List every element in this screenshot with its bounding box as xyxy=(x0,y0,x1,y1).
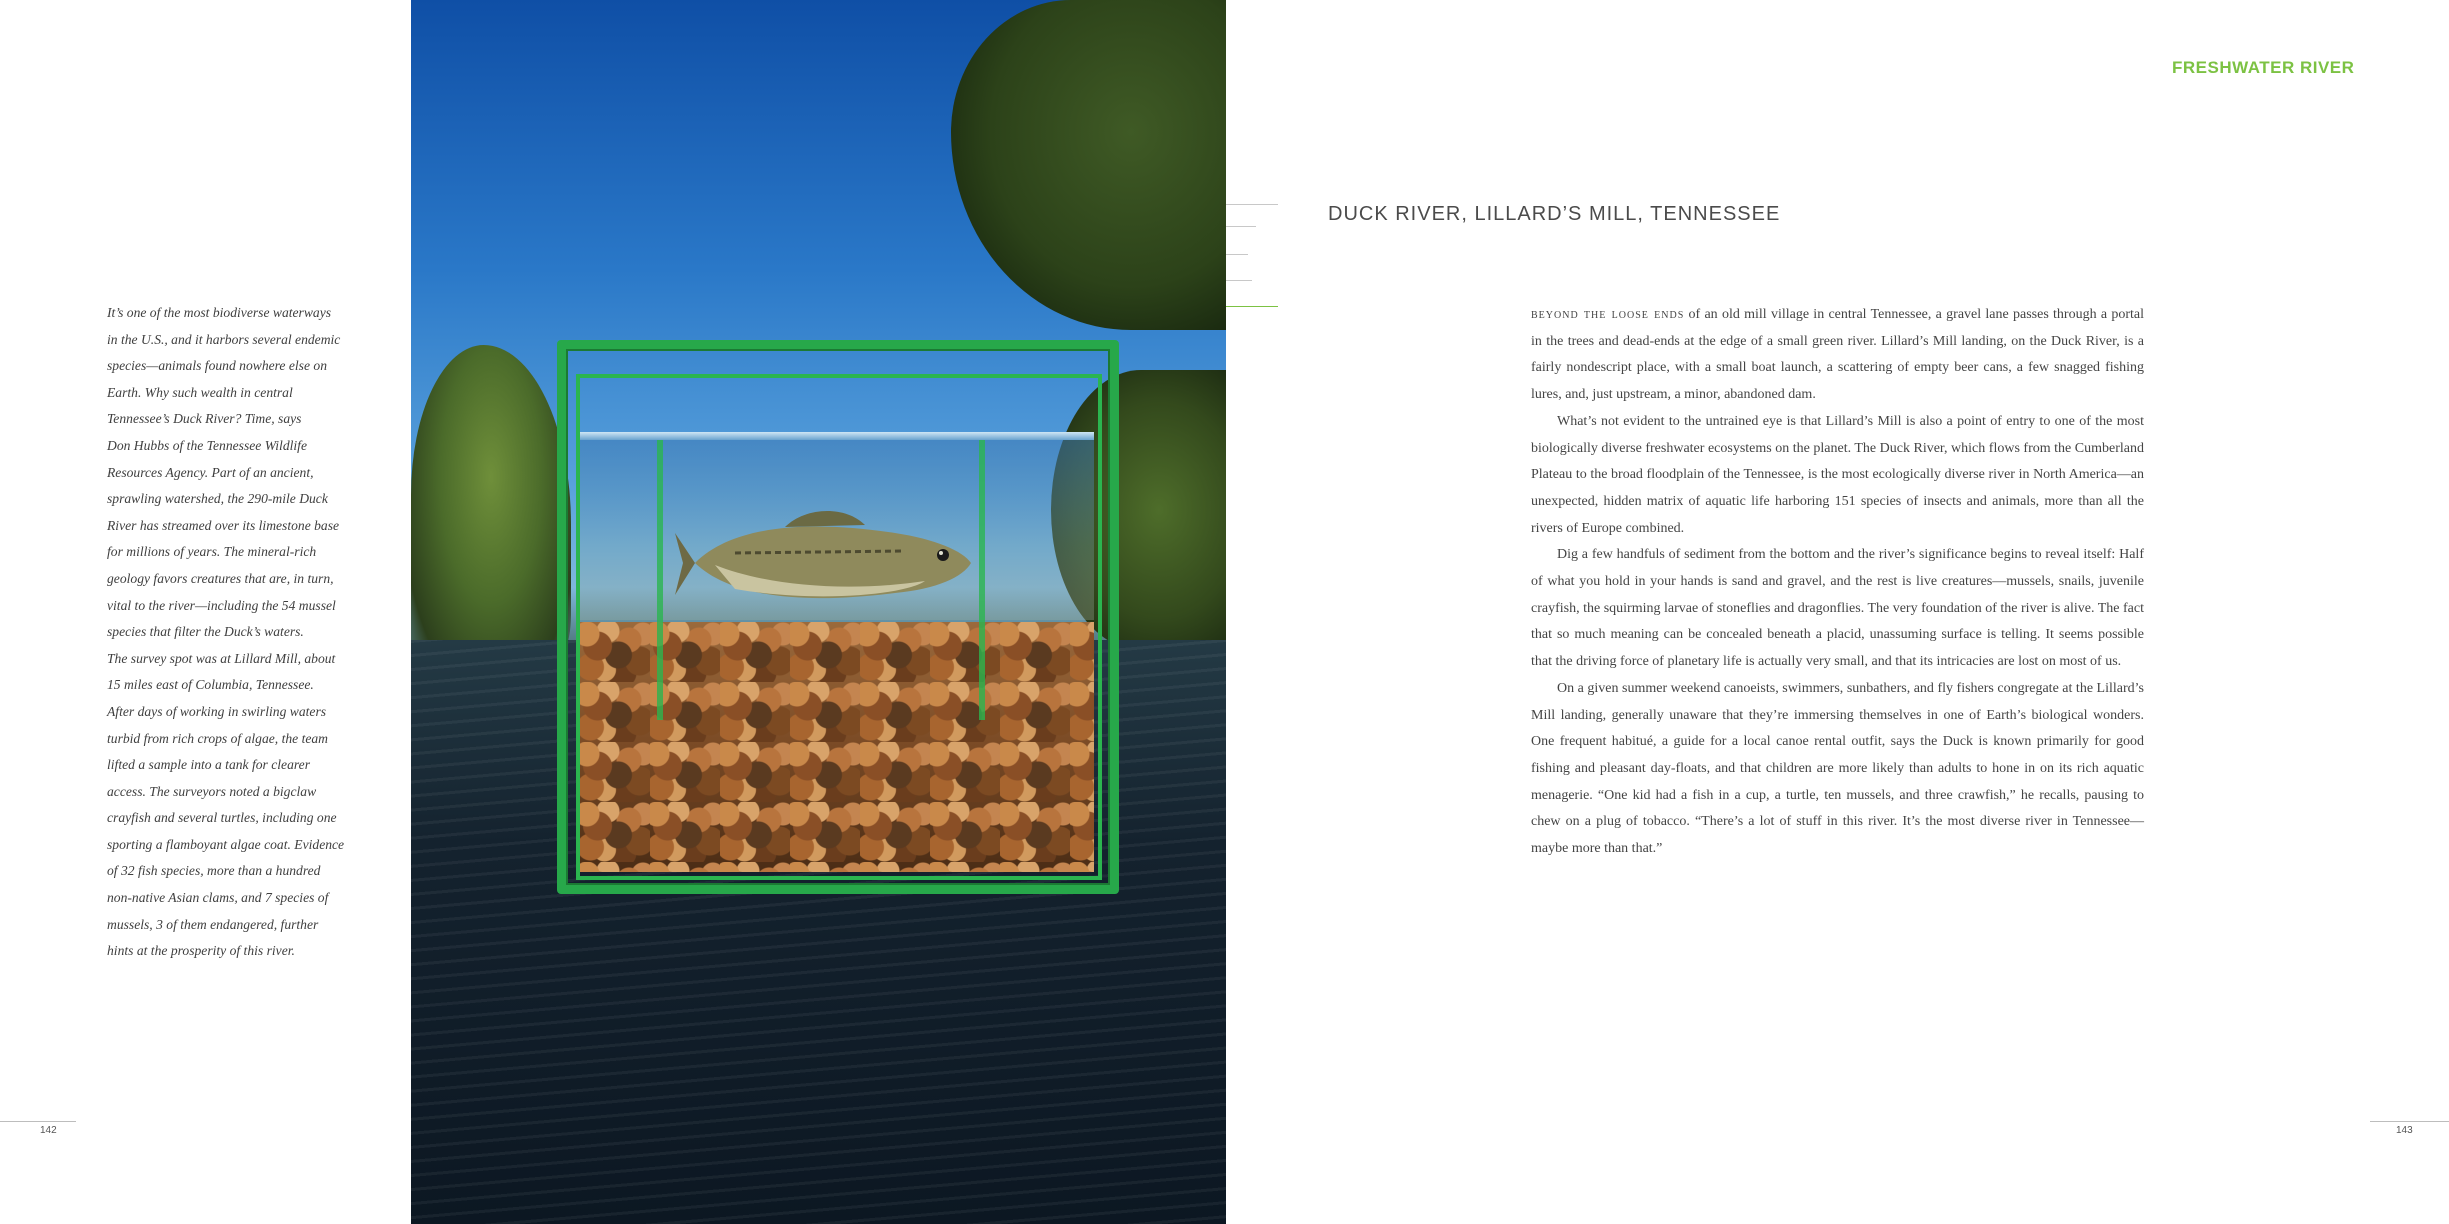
caption-line: crayfish and several turtles, including one xyxy=(107,810,337,826)
caption-line: The survey spot was at Lillard Mill, about xyxy=(107,650,336,666)
tree-foliage-left xyxy=(411,345,571,675)
caption-line: Resources Agency. Part of an ancient, xyxy=(107,464,314,480)
caption-line: sporting a flamboyant algae coat. Evidence xyxy=(107,836,345,852)
leader-line xyxy=(1226,226,1256,227)
folio-rule xyxy=(0,1121,76,1122)
caption-line: vital to the river—including the 54 mussel xyxy=(107,597,336,613)
tank-outer-frame xyxy=(557,340,1119,894)
caption-line: geology favors creatures that are, in turn, xyxy=(107,570,334,586)
paragraph-text: of an old mill village in central Tennessee, a gravel lane passes through a portal in the trees and dead-ends at the edge of a small green river. Lillard’s Mill landing, on the Duck River, is a fairly nondescript place, with a small boat launch, a scattering of empty beer cans, a few snagged fishing lures, and, just upstream, a minor, abandoned dam. xyxy=(1531,307,2144,403)
photo-caption xyxy=(107,300,387,965)
article-body xyxy=(1531,302,2144,863)
body-paragraph xyxy=(1531,302,2144,409)
caption-line: 15 miles east of Columbia, Tennessee. xyxy=(107,677,314,693)
caption-line: After days of working in swirling waters xyxy=(107,703,327,719)
aquarium-tank xyxy=(557,340,1113,888)
river-tank-photo xyxy=(411,0,1226,1224)
heading-leader-lines xyxy=(1226,200,1278,312)
caption-line: turbid from rich crops of algae, the team xyxy=(107,730,329,746)
caption-line: species that filter the Duck’s waters. xyxy=(107,624,304,640)
caption-line: lifted a sample into a tank for clearer xyxy=(107,757,310,773)
caption-line: of 32 fish species, more than a hundred xyxy=(107,863,321,879)
leader-line-green xyxy=(1226,306,1278,307)
leader-line xyxy=(1226,204,1278,205)
caption-line: River has streamed over its limestone base xyxy=(107,517,340,533)
caption-line: non-native Asian clams, and 7 species of xyxy=(107,890,329,906)
caption-line: It’s one of the most biodiverse waterways xyxy=(107,305,332,320)
caption-line: in the U.S., and it harbors several endemic xyxy=(107,331,341,347)
caption-line: access. The surveyors noted a bigclaw xyxy=(107,783,317,799)
body-paragraph: Dig a few handfuls of sediment from the bottom and the river’s significance begins to reveal itself: Half of what you hold in your hands is sand and gravel, and the rest is live creatures—mussels, snails, juvenile crayfish, the squirming larvae of stoneflies and dragonflies. The very foundation of the river is alive. The fact that so much meaning can be concealed beneath a placid, unassuming surface is telling. It seems possible that the driving force of planetary life is actually very small, and that its intricacies are lost on most of us. xyxy=(1531,547,2144,670)
page-number-left: 142 xyxy=(40,1125,57,1136)
page-number-right: 143 xyxy=(2396,1125,2413,1136)
caption-line: sprawling watershed, the 290-mile Duck xyxy=(107,491,328,507)
caption-line: species—animals found nowhere else on xyxy=(107,358,327,374)
caption-line: Don Hubbs of the Tennessee Wildlife xyxy=(107,437,307,453)
leader-line xyxy=(1226,280,1252,281)
folio-rule xyxy=(2370,1121,2449,1122)
body-paragraph: What’s not evident to the untrained eye is that Lillard’s Mill is also a point of entry to one of the most biologically diverse freshwater ecosystems on the planet. The Duck River, which flows from the Cumberland Plateau to the broad floodplain of the Tennessee, is the most ecologically diverse river in North America—an unexpected, hidden matrix of aquatic life harboring 151 species of insects and animals, more than all the rivers of Europe combined. xyxy=(1531,413,2144,536)
tree-canopy-right xyxy=(951,0,1226,330)
section-tag: FRESHWATER RIVER xyxy=(2172,58,2355,77)
lead-in: beyond the loose ends xyxy=(1531,307,1685,322)
caption-line: hints at the prosperity of this river. xyxy=(107,943,295,959)
caption-line: for millions of years. The mineral-rich xyxy=(107,544,317,560)
leader-line xyxy=(1226,254,1248,255)
caption-line: Earth. Why such wealth in central xyxy=(107,384,293,400)
article-heading: DUCK RIVER, LILLARD’S MILL, TENNESSEE xyxy=(1328,203,1781,225)
caption-line: Tennessee’s Duck River? Time, says xyxy=(107,411,302,427)
caption-line: mussels, 3 of them endangered, further xyxy=(107,916,319,932)
body-paragraph: On a given summer weekend canoeists, swimmers, sunbathers, and fly fishers congregate at the Lillard’s Mill landing, generally unaware that they’re immersing themselves in one of Earth’s biological wonders. One frequent habitué, a guide for a local canoe rental outfit, says the Duck is known primarily for good fishing and pleasant day-floats, and that children are more likely than adults to hone in on its rich aquatic menagerie. “One kid had a fish in a cup, a turtle, ten mussels, and three crawfish,” he recalls, pausing to chew on a plug of tobacco. “There’s a lot of stuff in this river. It’s the most diverse river in Tennessee—maybe more than that.” xyxy=(1531,680,2144,857)
